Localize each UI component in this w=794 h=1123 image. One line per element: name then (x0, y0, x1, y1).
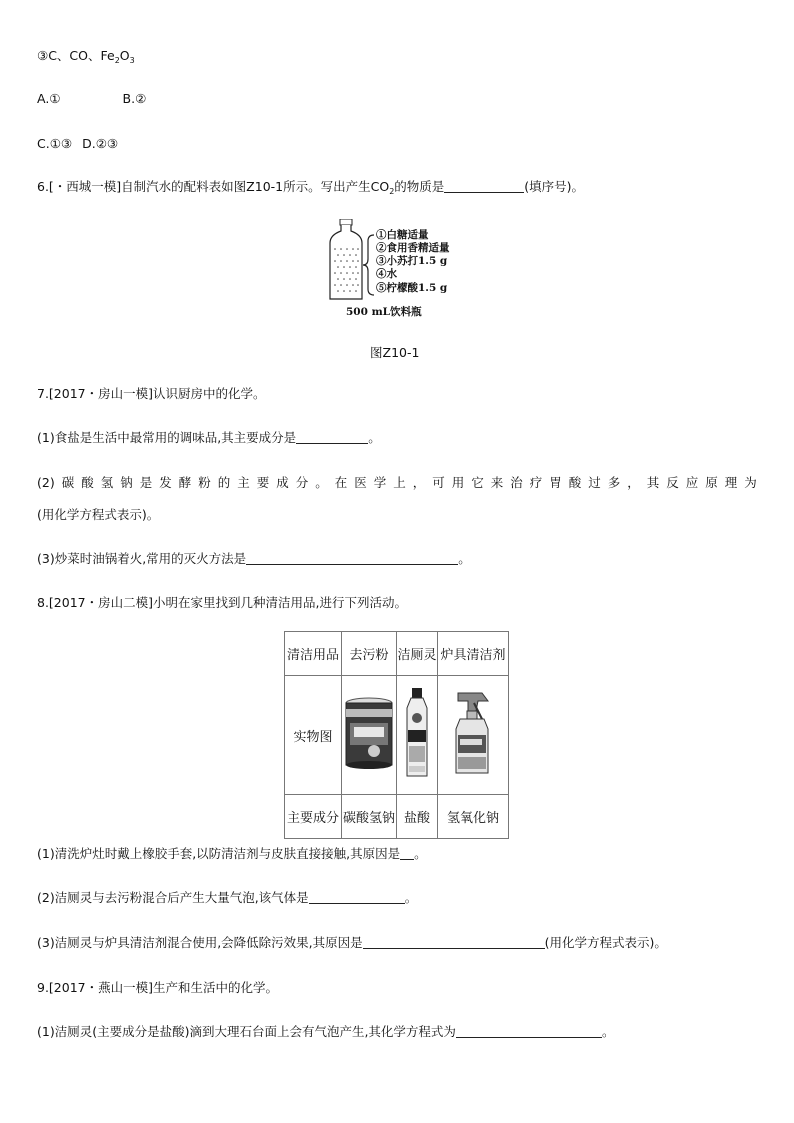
q6-sub: 2 (389, 187, 395, 196)
q7-p2-char: 原 (705, 475, 718, 490)
q8-p1-end: 。 (414, 846, 427, 861)
q7-p2-char: 碳 (61, 475, 75, 490)
answer-blank[interactable] (444, 179, 524, 193)
table-row (285, 632, 509, 676)
q8-p2-end: 。 (404, 890, 418, 905)
table-cell: 实物图 (285, 676, 342, 795)
q5-choices-cd (37, 136, 118, 152)
q9-part1 (37, 1024, 614, 1040)
q7-p2-char: 胃 (549, 475, 562, 490)
q7-p2-char: 粉 (198, 475, 211, 490)
q7-p2-char: 在 (334, 475, 348, 490)
detergent-powder-image (342, 676, 397, 795)
table-header: 洁厕灵 (397, 632, 438, 676)
q7-p2-char: 治 (510, 475, 523, 490)
q5-option-3 (37, 48, 135, 69)
q7-p2-char: 是 (139, 475, 153, 490)
q7-p2-char: 的 (217, 475, 231, 490)
q7-p2-char: ， (412, 475, 426, 490)
q7-p2-char: 发 (159, 475, 172, 490)
q7-p3-end: 。 (458, 551, 471, 566)
q7-p1-text: (1)食盐是生活中最常用的调味品,其主要成分是 (37, 430, 297, 445)
answer-blank[interactable] (309, 890, 405, 904)
answer-blank[interactable] (363, 935, 545, 949)
q8-stem: 8.[2017・房山二模]小明在家里找到几种清洁用品,进行下列活动。 (37, 595, 407, 610)
answer-blank[interactable] (400, 846, 414, 860)
choice-d: D.②③ (82, 136, 119, 151)
q5-mid: O (119, 48, 130, 63)
q8-p1-text: (1)清洗炉灶时戴上橡胶手套,以防清洁剂与皮肤直接接触,其原因是 (37, 846, 401, 861)
table-header: 清洁用品 (285, 632, 342, 676)
q7-p2-char: 其 (646, 475, 660, 490)
q7-p2-char: 学 (373, 475, 387, 490)
q5-sub: 3 (129, 56, 135, 65)
q8-part1 (37, 846, 427, 862)
q7-p3-text: (3)炒菜时油锅着火,常用的灭火方法是 (37, 551, 247, 566)
q8-part2 (37, 890, 417, 906)
q5-choices-ab (37, 91, 146, 107)
table-row (285, 676, 509, 795)
q7-p2-char: 可 (432, 475, 445, 490)
toilet-cleaner-image (397, 676, 438, 795)
table-row (285, 795, 509, 839)
q7-p2-char: 用 (451, 475, 465, 490)
brace-icon (363, 235, 374, 295)
ingredient-4: ④水 (376, 268, 397, 280)
q7-p2-char: 上 (393, 475, 406, 490)
q7-p2-char: 过 (588, 475, 601, 490)
answer-blank[interactable] (456, 1024, 602, 1038)
q7-p2-char: 酵 (178, 475, 192, 490)
q7-part3 (37, 551, 471, 567)
q7-p2-char: 多 (607, 475, 621, 490)
q7-p2-char: 理 (724, 475, 738, 490)
q8-part3 (37, 935, 667, 951)
q7-p2-char: 来 (490, 475, 504, 490)
cleaning-products-table (284, 631, 509, 839)
q7-p2-char: 主 (237, 475, 250, 490)
q7-p2-char: 应 (685, 475, 699, 490)
q7-part1 (37, 430, 381, 446)
q7-p2-char: 氢 (100, 475, 114, 490)
ingredient-3: ③小苏打1.5 g (376, 255, 448, 267)
table-cell: 氢氧化钠 (438, 795, 509, 839)
ingredient-5: ⑤柠檬酸1.5 g (376, 282, 448, 294)
toilet-cleaner-bottle-icon (403, 688, 431, 778)
q5-sub: 2 (114, 56, 120, 65)
q7-p2-char: 要 (256, 475, 270, 490)
q8-p2-text: (2)洁厕灵与去污粉混合后产生大量气泡,该气体是 (37, 890, 309, 905)
q6-stem (37, 179, 584, 200)
table-header: 炉具清洁剂 (438, 632, 509, 676)
q7-p2-char: 它 (471, 475, 484, 490)
answer-blank[interactable] (296, 430, 368, 444)
q5-option3-text: ③C、CO、Fe (37, 48, 115, 63)
q7-p2-char: 医 (354, 475, 367, 490)
q8-p3-text: (3)洁厕灵与炉具清洁剂混合使用,会降低除污效果,其原因是 (37, 935, 363, 950)
table-cell: 盐酸 (397, 795, 438, 839)
bottle-label: 500 mL饮料瓶 (346, 306, 422, 318)
q9-p1-text: (1)洁厕灵(主要成分是盐酸)滴到大理石台面上会有气泡产生,其化学方程式为 (37, 1024, 456, 1039)
q7-part2-line1 (37, 475, 757, 491)
q7-p2-char: (2) (37, 475, 55, 490)
q7-p2-char: 疗 (529, 475, 543, 490)
q9-stem: 9.[2017・燕山一模]生产和生活中的化学。 (37, 980, 278, 995)
q7-p2-char: 钠 (120, 475, 133, 490)
table-cell: 碳酸氢钠 (342, 795, 397, 839)
stove-cleaner-image (438, 676, 509, 795)
q7-p2-char: 酸 (568, 475, 582, 490)
q7-p1-end: 。 (368, 430, 381, 445)
q7-part2-line2: (用化学方程式表示)。 (37, 507, 160, 522)
figure-caption: 图Z10-1 (370, 345, 420, 360)
q7-p2-char: 成 (276, 475, 289, 490)
table-cell: 主要成分 (285, 795, 342, 839)
answer-blank[interactable] (246, 551, 458, 565)
q6-suffix-b: (填序号)。 (524, 179, 585, 194)
spray-bottle-icon (448, 689, 498, 777)
table-header: 去污粉 (342, 632, 397, 676)
choice-a: A.① (37, 91, 61, 106)
q6-suffix: 的物质是 (394, 179, 445, 194)
q7-p2-char: 分 (295, 475, 309, 490)
ingredient-2: ②食用香精适量 (376, 242, 450, 254)
q9-p1-end: 。 (601, 1024, 615, 1039)
q7-p2-char: ， (627, 475, 640, 490)
q6-prefix: 6.[・西城一模]自制汽水的配料表如图Z10-1所示。写出产生CO (37, 179, 390, 194)
q7-p2-char: 酸 (81, 475, 94, 490)
ingredient-1: ①白糖适量 (376, 229, 429, 241)
q7-p2-char: 。 (315, 475, 328, 490)
choice-b: B.② (122, 91, 147, 106)
soda-bottle-figure (322, 219, 472, 319)
q7-p2-char: 反 (666, 475, 679, 490)
q7-p2-char: 为 (744, 475, 757, 490)
powder-can-icon (344, 693, 394, 773)
bottle-icon (330, 219, 362, 299)
q7-stem: 7.[2017・房山一模]认识厨房中的化学。 (37, 386, 266, 401)
q8-p3-end: (用化学方程式表示)。 (544, 935, 667, 950)
choice-c: C.①③ (37, 136, 73, 151)
